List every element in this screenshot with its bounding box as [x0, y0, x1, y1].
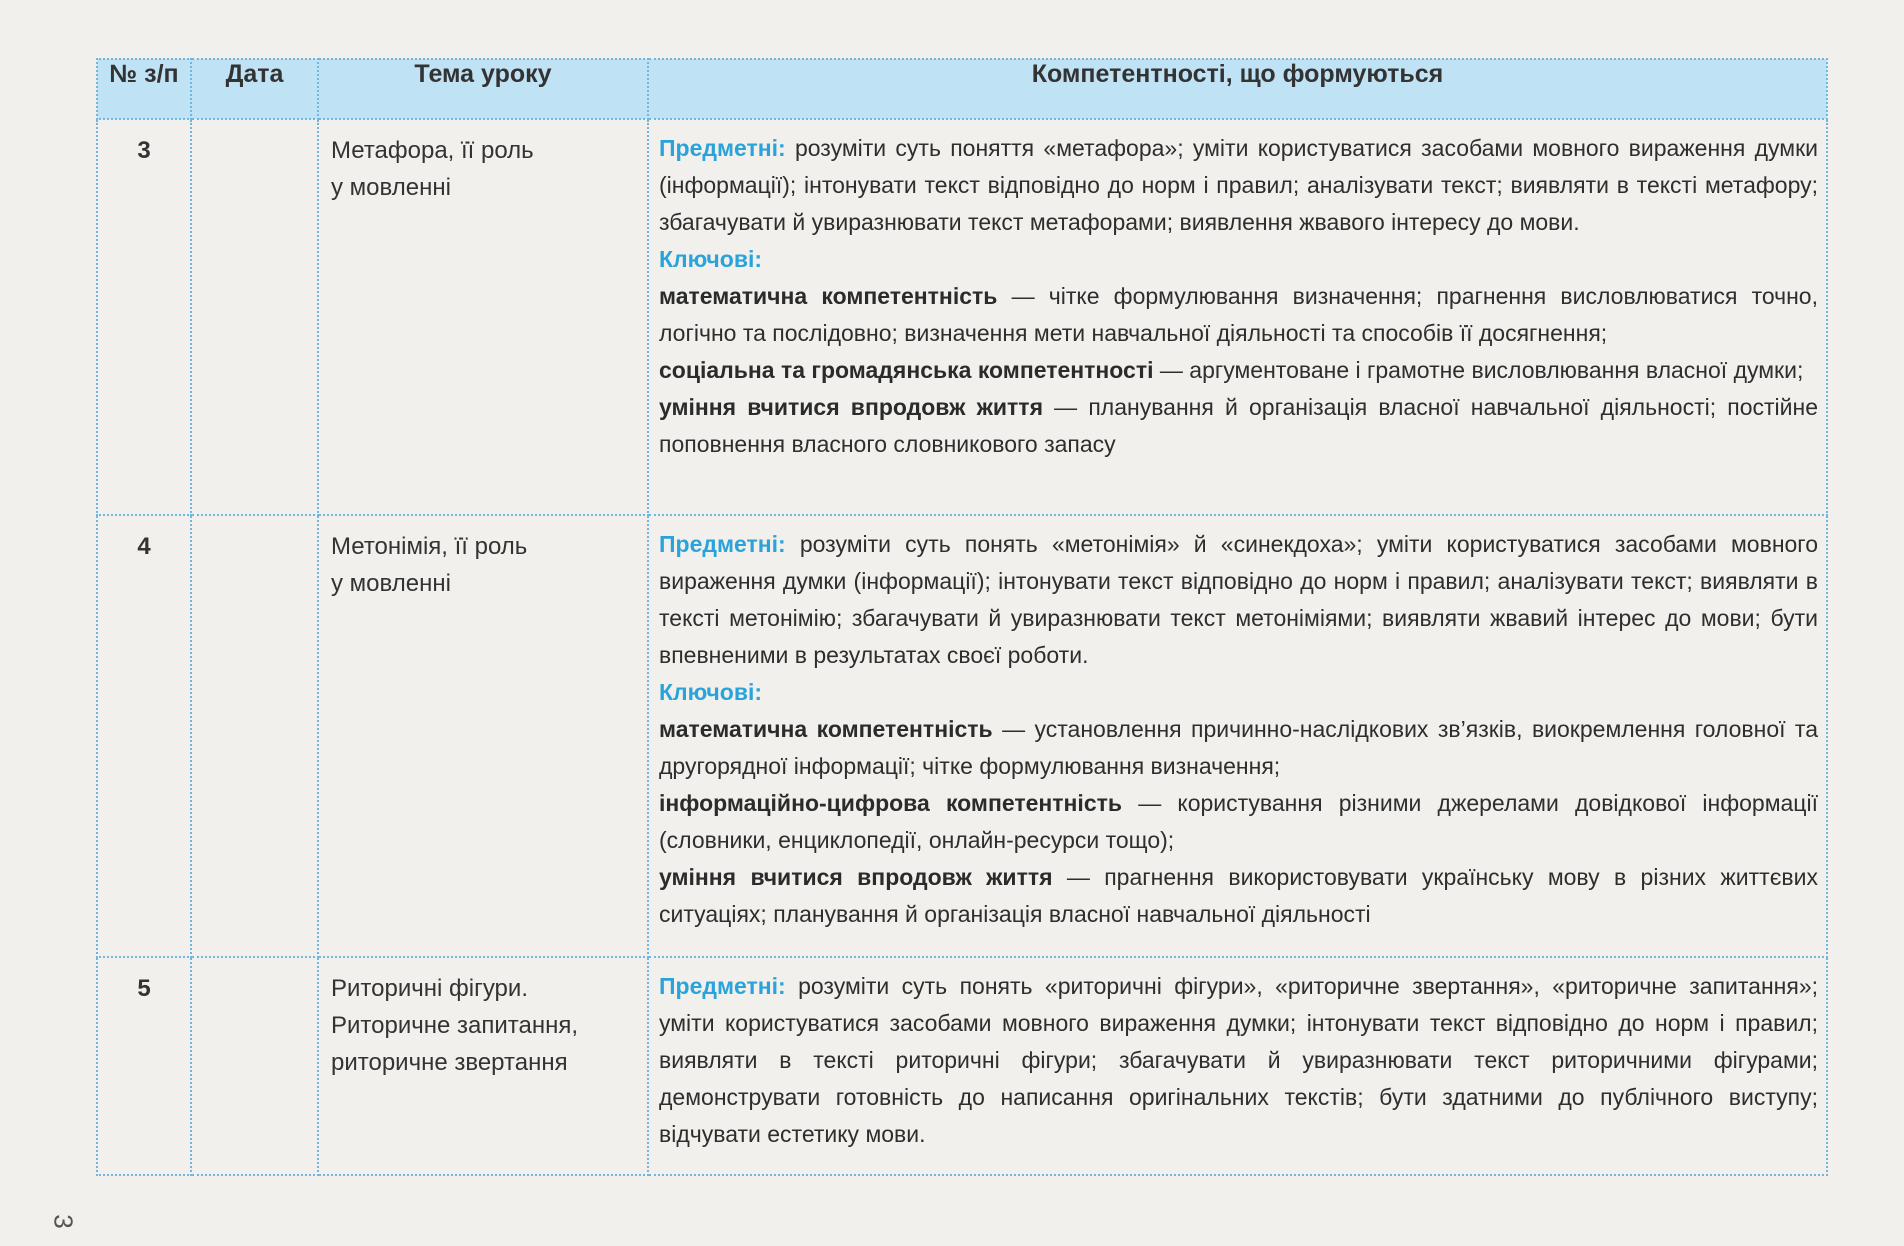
lesson-plan-table: [96, 58, 1828, 1176]
key-term: уміння вчитися впродовж життя: [659, 394, 1043, 420]
topic-line: риторичне звертання: [331, 1049, 568, 1076]
subject-competencies: [659, 130, 1818, 241]
lesson-number: 5: [97, 957, 191, 1175]
key-term: математична компетентність: [659, 283, 998, 309]
lesson-topic: [318, 957, 648, 1175]
key-item: [659, 785, 1818, 859]
lesson-competencies: [648, 957, 1827, 1175]
key-item: [659, 352, 1818, 389]
table-row: [97, 957, 1827, 1175]
table-header-row: [97, 59, 1827, 119]
lesson-date: [191, 957, 318, 1175]
topic-line: Метонімія, її роль: [331, 533, 528, 560]
table-row: [97, 119, 1827, 515]
lesson-topic: [318, 119, 648, 515]
key-item: [659, 389, 1818, 463]
page-number: 3: [48, 1214, 79, 1229]
key-term: інформаційно-цифрова компетентність: [659, 790, 1123, 816]
subject-label: Предметні:: [659, 973, 786, 999]
lesson-competencies: [648, 515, 1827, 957]
topic-line: Риторичні фігури.: [331, 975, 528, 1002]
key-term: уміння вчитися впродовж життя: [659, 864, 1053, 890]
topic-line: у мовленні: [331, 570, 451, 597]
header-date: Дата: [191, 59, 318, 119]
lesson-date: [191, 515, 318, 957]
subject-label: Предметні:: [659, 135, 786, 161]
header-topic: Тема уроку: [318, 59, 648, 119]
key-label: Ключові:: [659, 679, 763, 705]
header-number: № з/п: [97, 59, 191, 119]
header-competencies: Компетентності, що формуються: [648, 59, 1827, 119]
subject-text: розуміти суть понять «метонімія» й «синекдоха»; уміти користуватися засобами мовного вираження думки (інформації); інтонувати текст відповідно до норм і правил; аналізувати текст; виявляти в тексті метонімію; збагачувати й увиразнювати текст метоніміями; виявляти жвавий інтерес до мови; бути впевненими в результатах своєї роботи.: [659, 531, 1818, 668]
key-term: соціальна та громадянська компетентності: [659, 357, 1154, 383]
key-text: — користування різними джерелами довідкової інформації (словники, енциклопедії, онлайн-ресурси тощо);: [659, 790, 1818, 853]
key-text: — чітке формулювання визначення; прагнення висловлюватися точно, логічно та послідовно; визначення мети навчальної діяльності та способів її досягнення;: [659, 283, 1818, 346]
key-item: [659, 278, 1818, 352]
lesson-competencies: [648, 119, 1827, 515]
subject-label: Предметні:: [659, 531, 786, 557]
key-term: математична компетентність: [659, 716, 993, 742]
key-text: — прагнення використовувати українську мову в різних життєвих ситуаціях; планування й організація власної навчальної діяльності: [659, 864, 1818, 927]
key-item: [659, 859, 1818, 933]
key-label: Ключові:: [659, 246, 763, 272]
lesson-number: 3: [97, 119, 191, 515]
subject-text: розуміти суть понять «риторичні фігури», «риторичне звертання», «риторичне запитання»; уміти користуватися засобами мовного вираження думки; інтонувати текст відповідно до норм і правил; виявляти в тексті риторичні фігури; збагачувати й увиразнювати текст риторичними фігурами; демонструвати готовність до написання оригінальних текстів; бути здатними до публічного виступу; відчувати естетику мови.: [659, 973, 1818, 1147]
topic-line: у мовленні: [331, 174, 451, 201]
table-row: [97, 515, 1827, 957]
subject-competencies: [659, 968, 1818, 1153]
lesson-date: [191, 119, 318, 515]
key-item: [659, 711, 1818, 785]
key-text: — аргументоване і грамотне висловлювання власної думки;: [1153, 357, 1804, 383]
subject-competencies: [659, 526, 1818, 674]
lesson-number: 4: [97, 515, 191, 957]
key-text: — установлення причинно-наслідкових зв’язків, виокремлення головної та другорядної інформації; чітке формулювання визначення;: [659, 716, 1819, 779]
topic-line: Риторичне запитання,: [331, 1012, 579, 1039]
topic-line: Метафора, її роль: [331, 137, 534, 164]
key-text: — планування й організація власної навчальної діяльності; постійне поповнення власного словникового запасу: [659, 394, 1819, 457]
lesson-topic: [318, 515, 648, 957]
subject-text: розуміти суть поняття «метафора»; уміти користуватися засобами мовного вираження думки (інформації); інтонувати текст відповідно до норм і правил; аналізувати текст; виявляти в тексті метафору; збагачувати й увиразнювати текст метафорами; виявлення жвавого інтересу до мови.: [659, 135, 1818, 235]
